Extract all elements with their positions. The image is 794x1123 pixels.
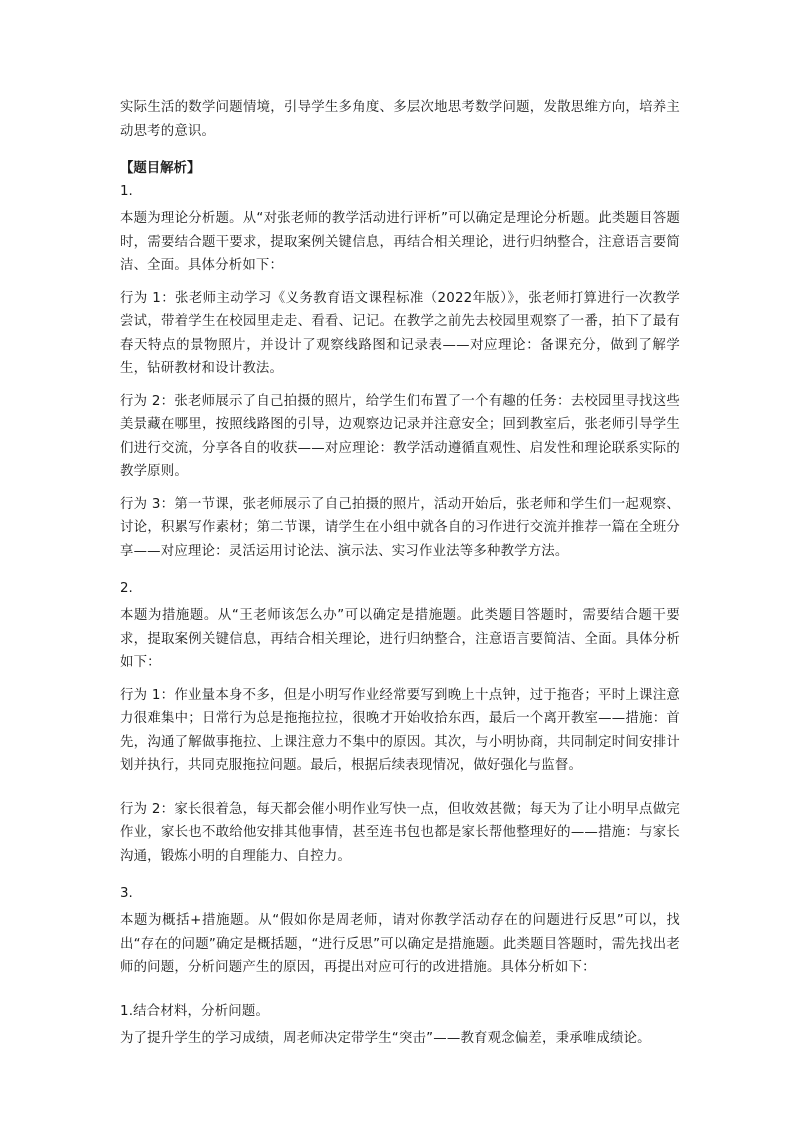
question-number-2: 2. bbox=[120, 581, 133, 596]
document-page bbox=[120, 96, 680, 1051]
q1-behavior-3: 行为 3：第一节课，张老师展示了自己拍摄的照片，活动开始后，张老师和学生们一起观察、讨论，积累写作素材；第二节课，请学生在小组中就各自的习作进行交流并推荐一篇在全班分享——对应理论：灵活运用讨论法、演示法、实习作业法等多种教学方法。 bbox=[120, 496, 680, 559]
q1-behavior-2: 行为 2：张老师展示了自己拍摄的照片，给学生们布置了一个有趣的任务：去校园里寻找这些美景藏在哪里，按照线路图的引导，边观察边记录并注意安全；回到教室后，张老师引导学生们进行交流，分享各自的收获——对应理论：教学活动遵循直观性、启发性和理论联系实际的教学原则。 bbox=[120, 393, 680, 479]
q3-lead-paragraph: 本题为概括+措施题。从“假如你是周老师，请对你教学活动存在的问题进行反思”可以，找出“存在的问题”确定是概括题，“进行反思”可以确定是措施题。此类题目答题时，需先找出老师的问题，分析问题产生的原因，再提出对应可行的改进措施。具体分析如下： bbox=[120, 913, 680, 975]
q2-behavior-1: 行为 1：作业量本身不多，但是小明写作业经常要写到晚上十点钟，过于拖沓；平时上课注意力很难集中；日常行为总是拖拖拉拉，很晚才开始收拾东西，最后一个离开教室——措施：首先，沟通了解做事拖拉、上课注意力不集中的原因。其次，与小明协商，共同制定时间安排计划并执行，共同克服拖拉问题。最后，根据后续表现情况，做好强化与监督。 bbox=[120, 687, 680, 773]
q1-lead-paragraph: 本题为理论分析题。从“对张老师的教学活动进行评析”可以确定是理论分析题。此类题目答题时，需要结合题干要求，提取案例关键信息，再结合相关理论，进行归纳整合，注意语言要简洁、全面。具体分析如下： bbox=[120, 211, 680, 273]
question-number-1: 1. bbox=[120, 184, 133, 199]
q3-sub-text: 为了提升学生的学习成绩，周老师决定带学生“突击”——教育观念偏差，秉承唯成绩论。 bbox=[120, 1031, 651, 1046]
section-heading: 【题目解析】 bbox=[120, 161, 201, 176]
question-number-3: 3. bbox=[120, 886, 133, 901]
q1-behavior-1: 行为 1：张老师主动学习《义务教育语文课程标准（2022年版）》，张老师打算进行一次教学尝试，带着学生在校园里走走、看看、记记。在教学之前先去校园里观察了一番，拍下了最有春天特点的景物照片，并设计了观察线路图和记录表——对应理论：备课充分，做到了解学生，钻研教材和设计教法。 bbox=[120, 290, 680, 376]
intro-continuation: 实际生活的数学问题情境，引导学生多角度、多层次地思考数学问题，发散思维方向，培养主动思考的意识。 bbox=[120, 100, 680, 139]
q2-behavior-2: 行为 2：家长很着急，每天都会催小明作业写快一点，但收效甚微；每天为了让小明早点做完作业，家长也不敢给他安排其他事情，甚至连书包也都是家长帮他整理好的——措施：与家长沟通，锻炼小明的自理能力、自控力。 bbox=[120, 801, 680, 864]
q2-lead-paragraph: 本题为措施题。从“王老师该怎么办”可以确定是措施题。此类题目答题时，需要结合题干要求，提取案例关键信息，再结合相关理论，进行归纳整合，注意语言要简洁、全面。具体分析如下： bbox=[120, 608, 680, 670]
q3-sub-heading: 1.结合材料，分析问题。 bbox=[120, 1003, 270, 1019]
